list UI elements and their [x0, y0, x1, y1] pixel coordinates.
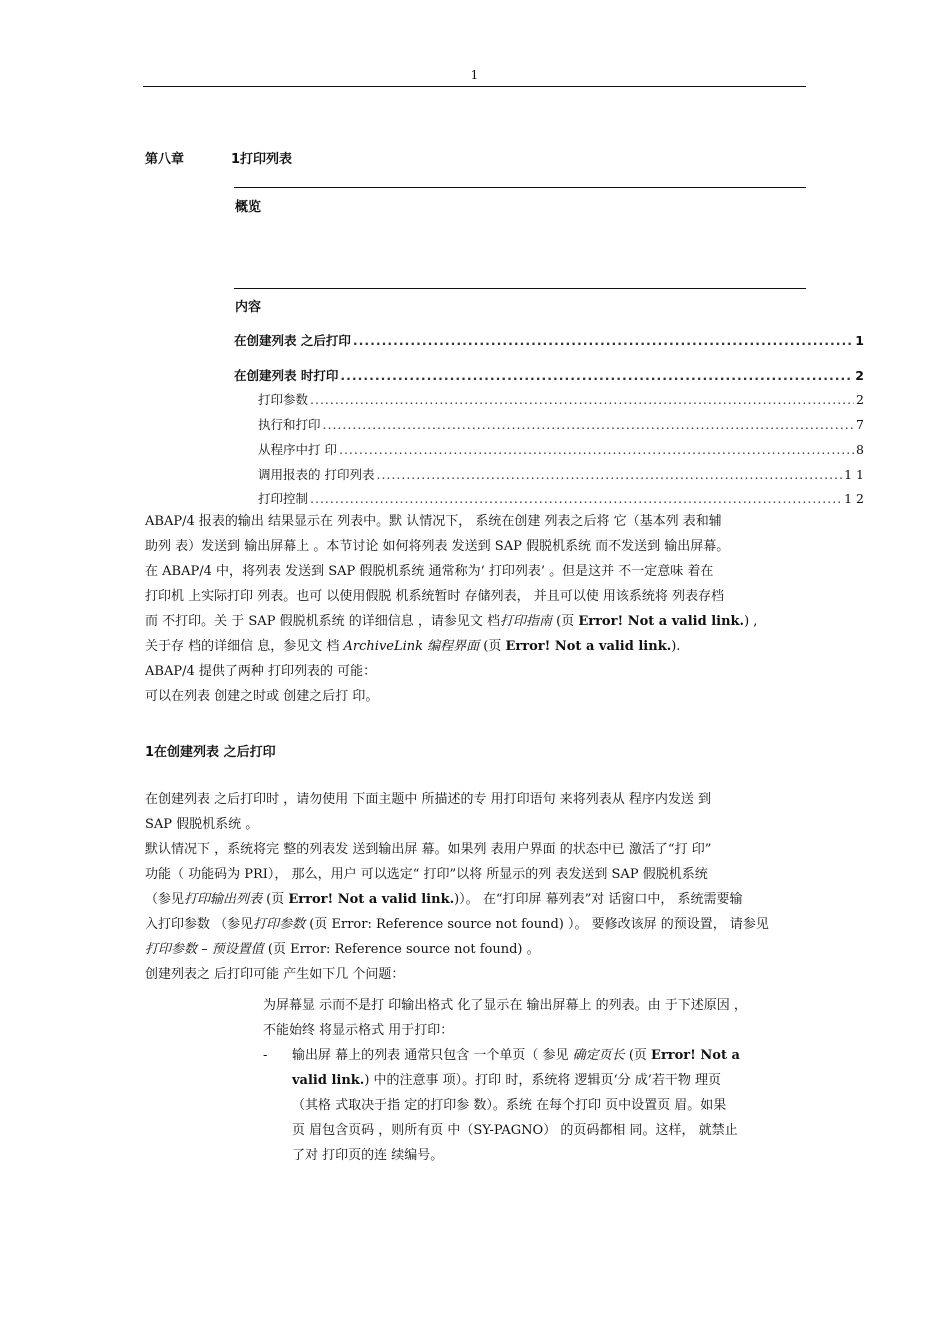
- text-span: (页 Error: Reference source not found) ）。 要修改该屏 的预设置， 请参见: [305, 917, 769, 932]
- error-text: Error! Not a valid link.: [578, 614, 745, 629]
- paragraph-line: 创建列表之 后打印可能 产生如下几 个问题：: [145, 967, 405, 982]
- intro-line: [145, 609, 810, 634]
- toc-entry-page: 2: [855, 368, 864, 383]
- header-rule: [143, 86, 806, 87]
- page-number: 1: [470, 68, 479, 82]
- toc-entry-title: 在创建列表 时打印: [234, 368, 339, 383]
- paragraph-line: 为屏幕显 示而不是打 印输出格式 化了显示在 输出屏幕上 的列表。由 于下述原因 ，: [263, 998, 747, 1013]
- paragraph-line: [292, 1068, 807, 1093]
- paragraph-line: （其格 式取决于指 定的打印参 数）。系统 在每个打印 页中设置页 眉。如果: [292, 1098, 727, 1113]
- toc-entry-execute-and-print[interactable]: [258, 415, 864, 433]
- doc-link-page-length[interactable]: 确定页长: [572, 1048, 625, 1063]
- toc-entry-report-print-list[interactable]: [258, 465, 864, 483]
- paragraph-line: 页 眉包含页码 ，则所有页 中（SY-PAGNO） 的页码都相 同。这样， 就禁止: [292, 1123, 738, 1138]
- intro-line: 可以在列表 创建之时或 创建之后打 印。: [145, 689, 379, 704]
- toc-entry-print-control[interactable]: [258, 489, 864, 507]
- toc-leader-dots: [310, 392, 854, 407]
- text-span: 输出屏 幕上的列表 通常只包含 一个单页（ 参见: [292, 1048, 573, 1063]
- paragraph-line: 在创建列表 之后打印时 ，请勿使用 下面主题中 所描述的专 用打印语句 来将列表从 程序内发送 到: [145, 792, 712, 807]
- overview-rule: [234, 187, 806, 188]
- toc-leader-dots: [340, 368, 853, 383]
- doc-link-print-list-output[interactable]: 打印输出列表: [184, 892, 263, 907]
- bullet-item-text: [292, 1043, 807, 1168]
- text-span: （参见: [145, 892, 185, 907]
- toc-entry-print-during-creation[interactable]: [234, 366, 864, 384]
- chapter-label: 第八章: [145, 152, 185, 167]
- text-span: ) ,: [744, 614, 758, 629]
- paragraph-line: [145, 887, 810, 912]
- section-heading: 1在创建列表 之后打印: [145, 745, 276, 760]
- toc-entry-title: 在创建列表 之后打印: [234, 333, 351, 348]
- paragraph-line: [145, 912, 810, 937]
- intro-line: ABAP/4 报表的输出 结果显示在 列表中。默 认情况下， 系统在创建 列表之后将 它（基本列 表和辅: [145, 514, 722, 529]
- text-span: 入打印参数 （参见: [145, 917, 254, 932]
- intro-line: 助列 表）发送到 输出屏幕上 。本节讨论 如何将列表 发送到 SAP 假脱机系统 而不发送到 输出屏幕。: [145, 539, 730, 554]
- error-text: Error! Not a valid link.: [505, 639, 672, 654]
- doc-link-print-guide[interactable]: 打印指南: [499, 614, 552, 629]
- toc-entry-page: 2: [856, 392, 864, 407]
- text-span: ).: [671, 639, 681, 654]
- indented-paragraph: [263, 993, 813, 1043]
- text-span: )）。 在“打印屏 幕列表”对 话窗口中， 系统需要输: [454, 892, 743, 907]
- text-span: (页: [551, 614, 579, 629]
- chapter-title: 1打印列表: [231, 152, 293, 167]
- toc-entry-print-parameters[interactable]: [258, 390, 864, 408]
- toc-leader-dots: [323, 417, 855, 432]
- section-paragraph-1: [145, 787, 810, 987]
- intro-line: [145, 634, 810, 659]
- intro-line: 在 ABAP/4 中，将列表 发送到 SAP 假脱机系统 通常称为‘ 打印列表’ 。但是这并 不一定意味 着在: [145, 564, 714, 579]
- paragraph-line: 功能（ 功能码为 PRI）， 那么，用户 可以选定“ 打印”以将 所显示的列 表发送到 SAP 假脱机系统: [145, 867, 708, 882]
- text-span: ) 中的注意事 项）。打印 时，系统将 逻辑页‘分 成’若干物 理页: [364, 1073, 721, 1088]
- toc-leader-dots: [310, 491, 842, 506]
- text-span: (页: [262, 892, 289, 907]
- doc-link-archivelink[interactable]: ArchiveLink 编程界面: [343, 639, 480, 654]
- paragraph-line: [292, 1043, 807, 1068]
- contents-heading: 内容: [235, 300, 262, 315]
- paragraph-line: [145, 937, 810, 962]
- paragraph-line: SAP 假脱机系统 。: [145, 817, 259, 832]
- paragraph-line: 了对 打印页的连 续编号。: [292, 1148, 444, 1163]
- text-span: (页 Error: Reference source not found) 。: [263, 942, 540, 957]
- toc-entry-print-from-program[interactable]: [258, 440, 864, 458]
- doc-link-print-parameter-defaults[interactable]: 打印参数 – 预设置值: [145, 942, 264, 957]
- toc-leader-dots: [353, 333, 853, 348]
- text-span: (页: [624, 1048, 652, 1063]
- toc-entry-print-after-creation[interactable]: [234, 331, 864, 349]
- list-bullet-dash: -: [263, 1048, 268, 1063]
- toc-leader-dots: [339, 442, 854, 457]
- doc-link-print-parameters[interactable]: 打印参数: [253, 917, 306, 932]
- overview-heading: 概览: [235, 200, 262, 215]
- text-span: 而 不打印。关 于 SAP 假脱机系统 的详细信息 ，请参见文 档: [145, 614, 500, 629]
- toc-entry-title: 打印控制: [258, 491, 309, 506]
- text-span: (页: [479, 639, 506, 654]
- intro-line: 打印机 上实际打印 列表。也可 以使用假脱 机系统暂时 存储列表， 并且可以使 用该系统将 列表存档: [145, 589, 725, 604]
- error-text: Error! Not a valid link.: [288, 892, 455, 907]
- toc-entry-title: 调用报表的 打印列表: [258, 467, 375, 482]
- toc-entry-title: 打印参数: [258, 392, 309, 407]
- toc-entry-page: 1 2: [844, 491, 864, 506]
- toc-entry-page: 1: [855, 333, 864, 348]
- toc-entry-page: 1 1: [844, 467, 864, 482]
- intro-paragraph: [145, 509, 810, 709]
- paragraph-line: 默认情况下 ，系统将完 整的列表发 送到输出屏 幕。如果列 表用户界面 的状态中已 激活了“打 印”: [145, 842, 712, 857]
- toc-entry-title: 执行和打印: [258, 417, 321, 432]
- toc-entry-title: 从程序中打 印: [258, 442, 337, 457]
- toc-entry-page: 7: [856, 417, 864, 432]
- toc-entry-page: 8: [856, 442, 864, 457]
- error-text: Error! Not a: [651, 1048, 740, 1063]
- toc-leader-dots: [376, 467, 842, 482]
- intro-line: ABAP/4 提供了两种 打印列表的 可能：: [145, 664, 377, 679]
- error-text: valid link.: [292, 1073, 365, 1088]
- text-span: 关于存 档的详细信 息，参见文 档: [145, 639, 344, 654]
- paragraph-line: 不能始终 将显示格式 用于打印：: [263, 1023, 454, 1038]
- contents-rule: [234, 288, 806, 289]
